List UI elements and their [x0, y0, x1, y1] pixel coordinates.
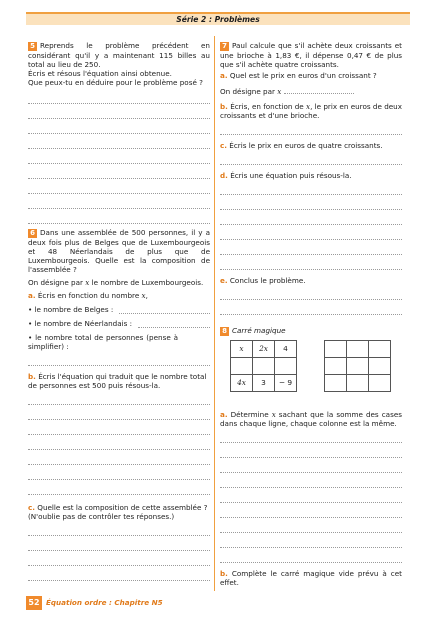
- ex7-designe: On désigne par x: [220, 86, 402, 96]
- answer-line[interactable]: [28, 209, 210, 224]
- series-header: [26, 14, 410, 25]
- empty-cell[interactable]: [325, 341, 347, 358]
- answer-line[interactable]: [220, 548, 402, 563]
- ex6-statement: [28, 228, 210, 274]
- magic-cell: x: [231, 341, 253, 358]
- answer-line[interactable]: [284, 86, 354, 94]
- ex6-c-answer-area[interactable]: [28, 521, 210, 581]
- ex8-question-a: a. Détermine x sachant que la somme des cases dans chaque ligne, chaque colonne est la même.: [220, 410, 402, 428]
- page-footer: [26, 596, 176, 610]
- answer-line[interactable]: [138, 320, 210, 328]
- answer-line[interactable]: [28, 566, 210, 581]
- chapter-title: Équation ordre : Chapitre N5: [46, 598, 163, 607]
- answer-line[interactable]: [220, 120, 402, 135]
- ex5-statement: [28, 41, 210, 69]
- ex7-statement: [220, 41, 402, 69]
- magic-square-given: [230, 340, 297, 392]
- answer-line[interactable]: [28, 134, 210, 149]
- answer-line[interactable]: [28, 450, 210, 465]
- ex5-answer-area[interactable]: [28, 89, 210, 224]
- magic-cell: 4: [275, 341, 297, 358]
- answer-line[interactable]: [220, 533, 402, 548]
- empty-cell[interactable]: [347, 341, 369, 358]
- answer-line[interactable]: [28, 179, 210, 194]
- magic-cell[interactable]: [275, 358, 297, 375]
- answer-line[interactable]: [220, 518, 402, 533]
- ex7-question-c: c. Écris le prix en euros de quatre croissants.: [220, 141, 383, 150]
- ex5-instruction: Écris et résous l'équation ainsi obtenue.: [28, 69, 172, 78]
- empty-cell[interactable]: [369, 358, 391, 375]
- empty-cell[interactable]: [325, 375, 347, 392]
- ex5-number: 5: [28, 42, 37, 51]
- answer-line[interactable]: [28, 164, 210, 179]
- ex7-text: Paul calcule que s'il achète deux croissants et une brioche à 1,83 €, il dépense 0,47 € de plus que s'il achète quatre croissants.: [220, 41, 402, 69]
- ex8-statement: [220, 326, 402, 336]
- answer-line[interactable]: [28, 351, 210, 366]
- ex7-question-e: e. Conclus le problème.: [220, 276, 306, 285]
- ex6-b-answer-area[interactable]: [28, 390, 210, 495]
- answer-line[interactable]: [220, 210, 402, 225]
- empty-cell[interactable]: [369, 375, 391, 392]
- answer-line[interactable]: [28, 104, 210, 119]
- ex7-e-answer-area[interactable]: [220, 285, 402, 315]
- ex6-bullet-neerlandais: • le nombre de Néerlandais :: [28, 319, 210, 328]
- answer-line[interactable]: [220, 240, 402, 255]
- answer-line[interactable]: [220, 225, 402, 240]
- exercise-5: [28, 41, 210, 224]
- answer-line[interactable]: [28, 480, 210, 495]
- empty-cell[interactable]: [347, 375, 369, 392]
- ex8-a-answer-area[interactable]: [220, 428, 402, 563]
- answer-line[interactable]: [119, 306, 210, 314]
- ex7-question-d: d. Écris une équation puis résous-la.: [220, 171, 352, 180]
- answer-line[interactable]: [28, 390, 210, 405]
- ex6-text: Dans une assemblée de 500 personnes, il y a deux fois plus de Belges que de Luxembourgeois et 48 Néerlandais de plus que de Luxembourgeois. Quelle est la composition de l'assemblée ?: [28, 228, 210, 274]
- magic-cell: 2x: [253, 341, 275, 358]
- ex5-question: Que peux-tu en déduire pour le problème posé ?: [28, 78, 203, 87]
- answer-line[interactable]: [220, 458, 402, 473]
- exercise-6: [28, 228, 210, 581]
- ex6-bullet-total: • le nombre total de personnes (pense à simplifier) :: [28, 333, 178, 351]
- answer-line[interactable]: [220, 195, 402, 210]
- answer-line[interactable]: [28, 521, 210, 536]
- answer-line[interactable]: [28, 420, 210, 435]
- answer-line[interactable]: [220, 488, 402, 503]
- answer-line[interactable]: [220, 150, 402, 165]
- answer-line[interactable]: [28, 435, 210, 450]
- ex8-question-b: b. Complète le carré magique vide prévu à cet effet.: [220, 569, 402, 587]
- magic-cell[interactable]: [231, 358, 253, 375]
- answer-line[interactable]: [220, 300, 402, 315]
- empty-cell[interactable]: [347, 358, 369, 375]
- answer-line[interactable]: [28, 119, 210, 134]
- ex6-question-b: b. Écris l'équation qui traduit que le nombre total de personnes est 500 puis résous-la.: [28, 372, 207, 390]
- ex6-question-a: a. Écris en fonction du nombre x,: [28, 291, 148, 300]
- answer-line[interactable]: [220, 443, 402, 458]
- answer-line[interactable]: [220, 473, 402, 488]
- answer-line[interactable]: [28, 89, 210, 104]
- ex6-question-c: c. Quelle est la composition de cette assemblée ? (N'oublie pas de contrôler tes réponses.): [28, 503, 208, 521]
- exercise-8: [220, 326, 402, 616]
- ex7-question-b: b. Écris, en fonction de x, le prix en euros de deux croissants et d'une brioche.: [220, 102, 402, 120]
- magic-cell: 3: [253, 375, 275, 392]
- answer-line[interactable]: [220, 428, 402, 443]
- ex6-bullet-belges: • le nombre de Belges :: [28, 305, 210, 314]
- answer-line[interactable]: [28, 465, 210, 480]
- magic-square-empty[interactable]: [324, 340, 391, 392]
- ex6-number: 6: [28, 229, 37, 238]
- answer-line[interactable]: [220, 180, 402, 195]
- column-divider: [214, 36, 215, 591]
- ex7-question-a: a. Quel est le prix en euros d'un croissant ?: [220, 71, 377, 80]
- exercise-7: [220, 41, 402, 315]
- series-title: Série 2 : Problèmes: [176, 15, 260, 24]
- empty-cell[interactable]: [369, 341, 391, 358]
- ex8-questions: [220, 410, 402, 587]
- magic-cell: − 9: [275, 375, 297, 392]
- answer-line[interactable]: [28, 405, 210, 420]
- magic-cell[interactable]: [253, 358, 275, 375]
- answer-line[interactable]: [220, 285, 402, 300]
- ex8-number: 8: [220, 327, 229, 336]
- ex7-d-answer-area[interactable]: [220, 180, 402, 270]
- answer-line[interactable]: [28, 551, 210, 566]
- ex7-number: 7: [220, 42, 229, 51]
- answer-line[interactable]: [220, 503, 402, 518]
- page-number: 52: [26, 596, 42, 610]
- ex8-title: Carré magique: [232, 326, 286, 335]
- ex5-text: Reprends le problème précédent en considérant qu'il y a maintenant 115 billes au total au lieu de 250.: [28, 41, 210, 69]
- answer-line[interactable]: [220, 255, 402, 270]
- answer-line[interactable]: [28, 536, 210, 551]
- magic-cell: 4x: [231, 375, 253, 392]
- empty-cell[interactable]: [325, 358, 347, 375]
- answer-line[interactable]: [28, 149, 210, 164]
- ex6-intro: On désigne par x le nombre de Luxembourgeois.: [28, 278, 204, 287]
- answer-line[interactable]: [28, 194, 210, 209]
